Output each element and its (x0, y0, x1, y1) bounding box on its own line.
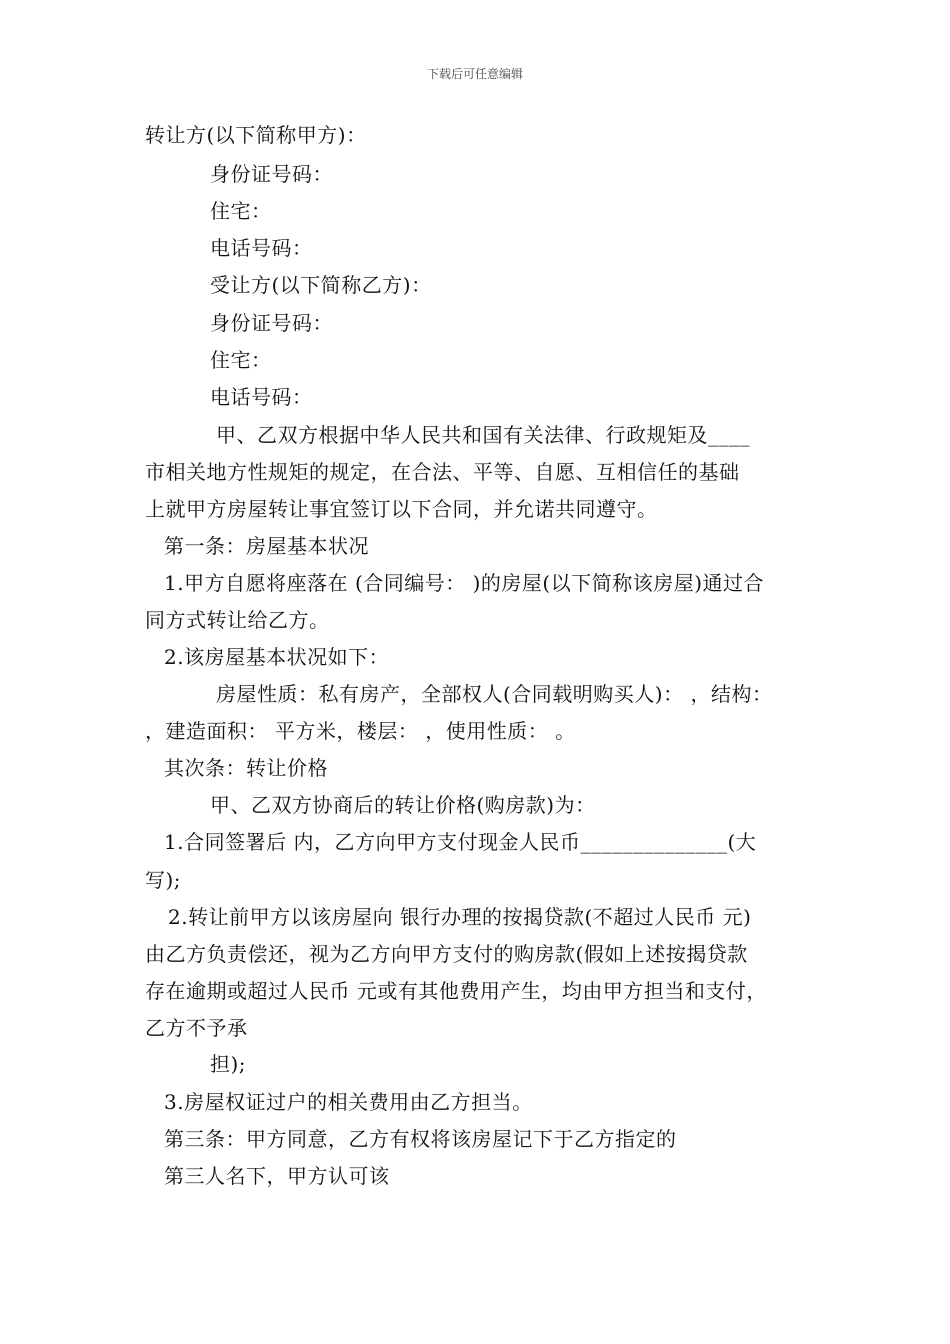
text-line: 住宅： (210, 348, 272, 372)
text-line: 写); (145, 868, 182, 892)
text-line: 由乙方负责偿还，视为乙方向甲方支付的购房款(假如上述按揭贷款 (145, 942, 748, 966)
text-line: 存在逾期或超过人民币 元或有其他费用产生，均由甲方担当和支付， (145, 979, 767, 1003)
text-line: 市相关地方性规矩的规定，在合法、平等、自愿、互相信任的基础 (145, 460, 740, 484)
text-line: 第一条：房屋基本状况 (164, 534, 369, 558)
text-line: 甲、乙双方协商后的转让价格(购房款)为： (210, 793, 596, 817)
text-line: 第三条：甲方同意，乙方有权将该房屋记下于乙方指定的 (164, 1127, 677, 1151)
text-line: 身份证号码： (210, 162, 333, 186)
text-line: 2.转让前甲方以该房屋向 银行办理的按揭贷款(不超过人民币 元) (168, 905, 752, 929)
text-line: 甲、乙双方根据中华人民共和国有关法律、行政规矩及____ (216, 423, 750, 447)
text-line: 乙方不予承 (145, 1016, 248, 1040)
text-line: 身份证号码： (210, 311, 333, 335)
text-line: 受让方(以下简称乙方)： (210, 273, 432, 297)
text-line: 住宅： (210, 199, 272, 223)
text-line: 1.合同签署后 内，乙方向甲方支付现金人民币______________(大 (164, 830, 757, 854)
text-line: 电话号码： (210, 236, 313, 260)
text-line: 上就甲方房屋转让事宜签订以下合同，并允诺共同遵守。 (145, 497, 658, 521)
text-line: 电话号码： (210, 385, 313, 409)
text-line: 房屋性质：私有房产，全部权人(合同载明购买人)： ，结构： (216, 682, 773, 706)
text-line: 同方式转让给乙方。 (145, 608, 330, 632)
text-line: 1.甲方自愿将座落在 (合同编号： )的房屋(以下简称该房屋)通过合 (164, 571, 765, 595)
text-line: 转让方(以下简称甲方)： (145, 123, 367, 147)
text-line: 3.房屋权证过户的相关费用由乙方担当。 (164, 1090, 533, 1114)
page-header: 下载后可任意编辑 (426, 67, 523, 81)
text-line: 担); (210, 1052, 247, 1076)
text-line: 第三人名下，甲方认可该 (164, 1164, 390, 1188)
text-line: ，建造面积： 平方米，楼层： ，使用性质： 。 (145, 719, 576, 743)
text-line: 2.该房屋基本状况如下： (164, 645, 390, 669)
text-line: 其次条：转让价格 (164, 756, 328, 780)
